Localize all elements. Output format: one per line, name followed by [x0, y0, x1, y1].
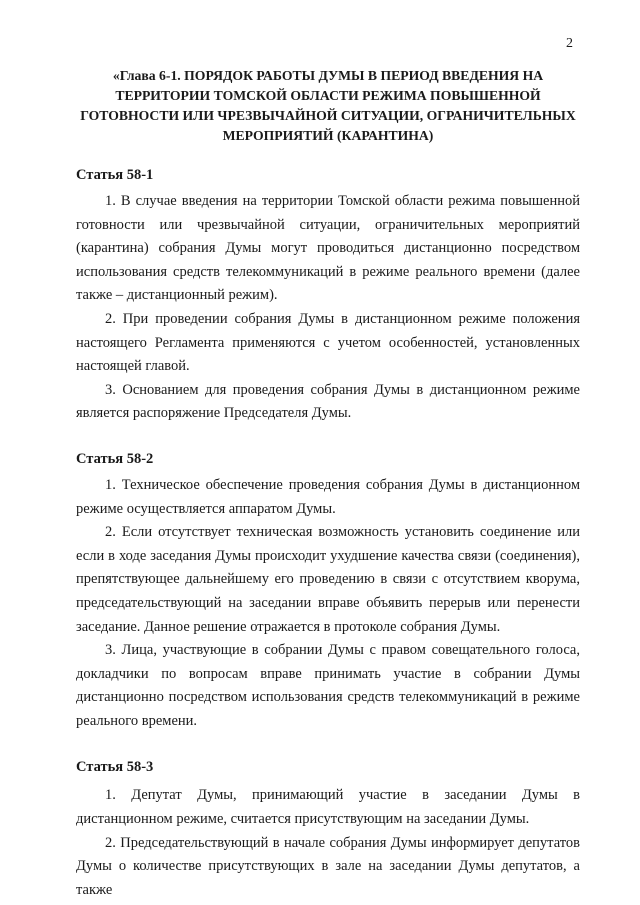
article-heading: Статья 58-1	[76, 167, 154, 183]
document-body	[76, 66, 580, 902]
article-paragraph: 2. Председательствующий в начале собрания Думы информирует депутатов Думы о количестве присутствующих в зале на заседании Думы депутатов, а также	[76, 834, 580, 898]
article-heading: Статья 58-2	[76, 450, 154, 467]
article-heading: Статья 58-3	[76, 759, 154, 776]
article-58-2	[76, 448, 580, 734]
article-paragraph: 1. Техническое обеспечение проведения собрания Думы в дистанционном режиме осуществляется аппаратом Думы.	[76, 476, 580, 517]
article-paragraph: 1. В случае введения на территории Томской области режима повышенной готовности или чрезвычайной ситуации, ограничительных мероприятий (карантина) собрания Думы могут проводиться дистанционно посредством использования средств телекоммуникаций в режиме реального времени (далее также – дистанционный режим).	[76, 193, 580, 304]
article-paragraph: 3. Лица, участвующие в собрании Думы с правом совещательного голоса, докладчики по вопросам вправе принимать участие в собрании Думы дистанционно посредством использования средств телекоммуникаций в режиме реального времени.	[76, 642, 580, 729]
article-58-3	[76, 756, 580, 902]
article-paragraph: 1. Депутат Думы, принимающий участие в заседании Думы в дистанционном режиме, считается присутствующим на заседании Думы.	[76, 787, 580, 828]
article-58-1	[76, 164, 580, 426]
article-paragraph: 3. Основанием для проведения собрания Думы в дистанционном режиме является распоряжение Председателя Думы.	[76, 381, 580, 422]
chapter-title: «Глава 6-1. ПОРЯДОК РАБОТЫ ДУМЫ В ПЕРИОД ВВЕДЕНИЯ НА ТЕРРИТОРИИ ТОМСКОЙ ОБЛАСТИ РЕЖИМА ПОВЫШЕННОЙ ГОТОВНОСТИ ИЛИ ЧРЕЗВЫЧАЙНОЙ СИТУАЦИИ, ОГРАНИЧИТЕЛЬНЫХ МЕРОПРИЯТИЙ (КАРАНТИНА)	[80, 68, 576, 143]
page-number: 2	[566, 36, 573, 51]
article-paragraph: 2. При проведении собрания Думы в дистанционном режиме положения настоящего Регламента применяются с учетом особенностей, установленных настоящей главой.	[76, 310, 580, 375]
article-paragraph: 2. Если отсутствует техническая возможность установить соединение или если в ходе заседания Думы происходит ухудшение качества связи (соединения), препятствующее дальнейшему его проведению в связи с отсутствием кворума, председательствующий на заседании вправе объявить перерыв или перенести заседание. Данное решение отражается в протоколе собрания Думы.	[76, 524, 580, 635]
